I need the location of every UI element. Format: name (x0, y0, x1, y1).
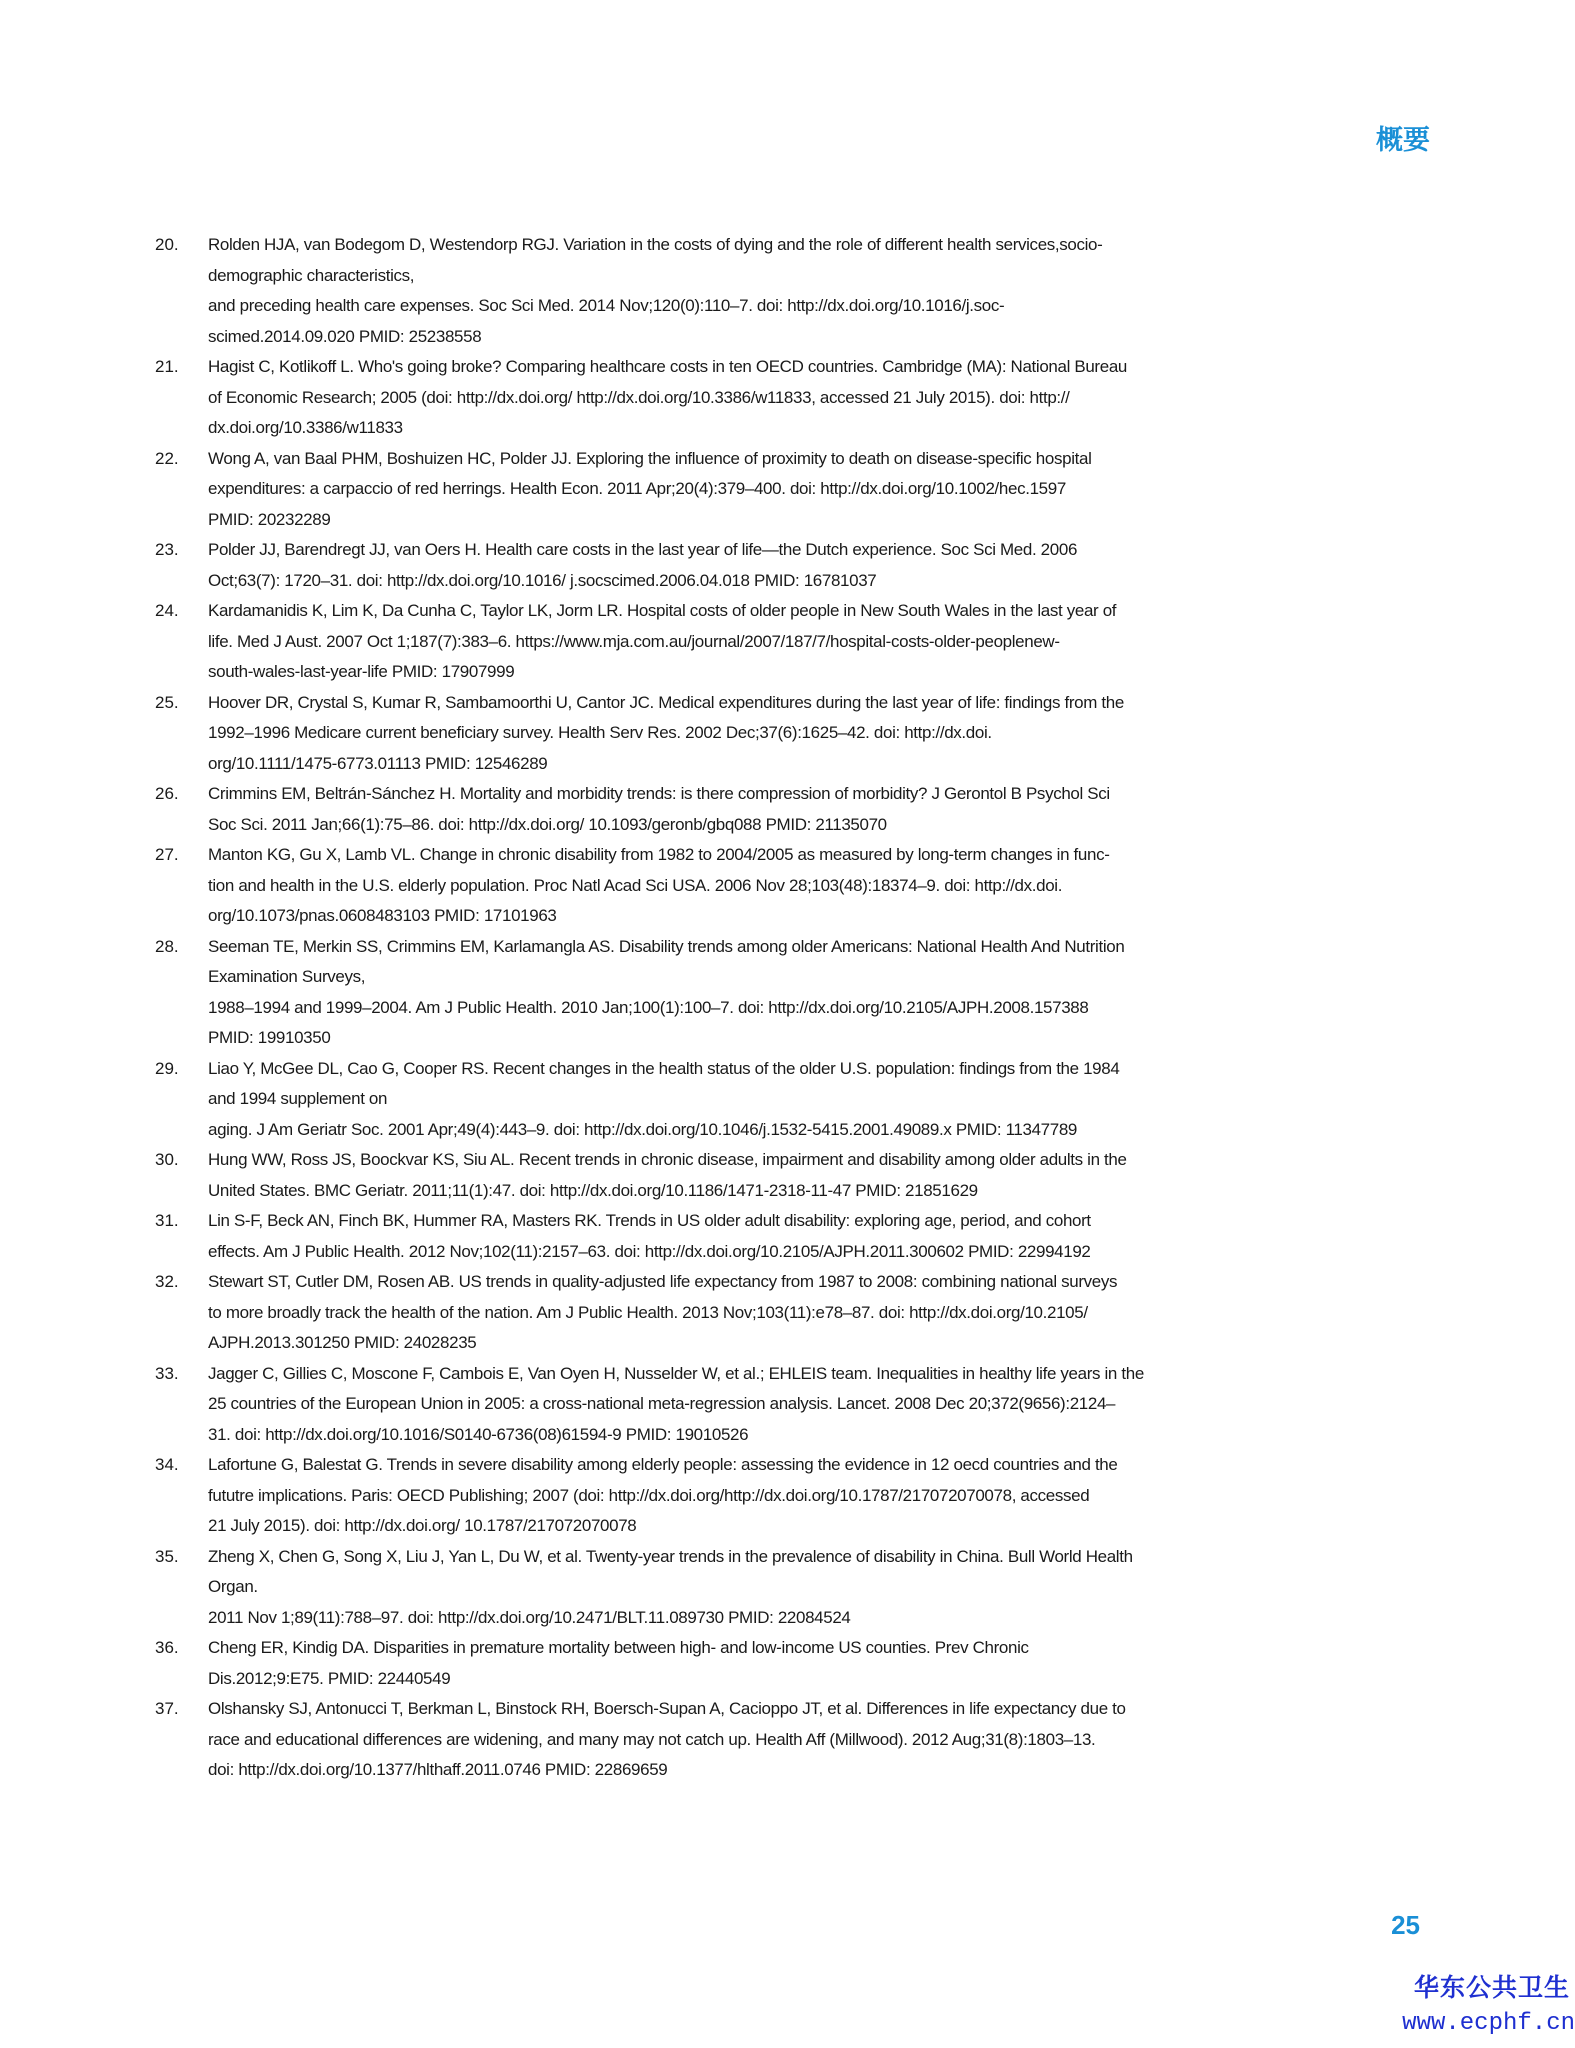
reference-line: Seeman TE, Merkin SS, Crimmins EM, Karlamangla AS. Disability trends among older Americans: National Health And Nutrition (208, 936, 1125, 956)
reference-item (155, 352, 1185, 444)
reference-text (208, 840, 1185, 932)
reference-line: 31. doi: http://dx.doi.org/10.1016/S0140-6736(08)61594-9 PMID: 19010526 (208, 1424, 749, 1444)
reference-item (155, 1145, 1185, 1206)
reference-line: life. Med J Aust. 2007 Oct 1;187(7):383–6. https://www.mja.com.au/journal/2007/187/7/hospital-costs-older-peoplenew- (208, 631, 1060, 651)
reference-text (208, 1633, 1185, 1694)
reference-line: 1988–1994 and 1999–2004. Am J Public Health. 2010 Jan;100(1):100–7. doi: http://dx.doi.org/10.2105/AJPH.2008.157388 (208, 997, 1089, 1017)
reference-line: Examination Surveys, (208, 967, 366, 986)
reference-line: race and educational differences are widening, and many may not catch up. Health Aff (Millwood). 2012 Aug;31(8):1803–13. (208, 1729, 1096, 1749)
reference-text (208, 352, 1185, 444)
reference-number: 37. (155, 1699, 179, 1718)
reference-line: aging. J Am Geriatr Soc. 2001 Apr;49(4):443–9. doi: http://dx.doi.org/10.1046/j.1532-5415.2001.49089.x PMID: 11347789 (208, 1119, 1078, 1139)
reference-line: doi: http://dx.doi.org/10.1377/hlthaff.2011.0746 PMID: 22869659 (208, 1760, 668, 1779)
reference-number: 29. (155, 1058, 179, 1078)
reference-item (155, 1450, 1185, 1542)
reference-line: AJPH.2013.301250 PMID: 24028235 (208, 1333, 477, 1352)
reference-text (208, 444, 1185, 536)
reference-line: Soc Sci. 2011 Jan;66(1):75–86. doi: http://dx.doi.org/ 10.1093/geronb/gbq088 PMID: 21135070 (208, 814, 887, 834)
reference-item (155, 1694, 1185, 1786)
reference-line: effects. Am J Public Health. 2012 Nov;102(11):2157–63. doi: http://dx.doi.org/10.2105/AJPH.2011.300602 PMID: 22994192 (208, 1241, 1091, 1261)
reference-number: 32. (155, 1272, 179, 1291)
reference-line: Rolden HJA, van Bodegom D, Westendorp RGJ. Variation in the costs of dying and the role of different health services,socio- (208, 235, 1103, 254)
reference-line: Lin S-F, Beck AN, Finch BK, Hummer RA, Masters RK. Trends in US older adult disability: exploring age, period, and cohort (208, 1211, 1091, 1230)
reference-line: of Economic Research; 2005 (doi: http://dx.doi.org/ http://dx.doi.org/10.3386/w11833, accessed 21 July 2015). doi: http:// (208, 387, 1070, 407)
reference-number: 31. (155, 1211, 179, 1230)
reference-line: and preceding health care expenses. Soc Sci Med. 2014 Nov;120(0):110–7. doi: http://dx.doi.org/10.1016/j.soc- (208, 296, 1005, 315)
reference-line: 2011 Nov 1;89(11):788–97. doi: http://dx.doi.org/10.2471/BLT.11.089730 PMID: 22084524 (208, 1607, 851, 1627)
reference-line: org/10.1111/1475-6773.01113 PMID: 12546289 (208, 753, 548, 773)
reference-line: Dis.2012;9:E75. PMID: 22440549 (208, 1668, 451, 1688)
reference-number: 23. (155, 540, 179, 559)
reference-text (208, 779, 1185, 840)
reference-number: 30. (155, 1150, 179, 1169)
reference-number: 22. (155, 448, 179, 468)
reference-text (208, 1542, 1185, 1634)
reference-line: Cheng ER, Kindig DA. Disparities in premature mortality between high- and low-income US counties. Prev Chronic (208, 1638, 1029, 1657)
reference-line: Manton KG, Gu X, Lamb VL. Change in chronic disability from 1982 to 2004/2005 as measured by long-term changes in func- (208, 845, 1110, 864)
reference-item (155, 932, 1185, 1054)
reference-line: Organ. (208, 1577, 258, 1596)
reference-line: 25 countries of the European Union in 2005: a cross-national meta-regression analysis. Lancet. 2008 Dec 20;372(9656):2124– (208, 1394, 1116, 1413)
reference-line: 21 July 2015). doi: http://dx.doi.org/ 10.1787/217072070078 (208, 1516, 637, 1535)
watermark-url: www.ecphf.cn (1402, 2010, 1575, 2037)
reference-number: 25. (155, 692, 179, 712)
reference-number: 33. (155, 1363, 179, 1383)
reference-item (155, 444, 1185, 536)
reference-item (155, 596, 1185, 688)
reference-text (208, 1267, 1185, 1359)
reference-line: Polder JJ, Barendregt JJ, van Oers H. Health care costs in the last year of life—the Dutch experience. Soc Sci Med. 2006 (208, 540, 1078, 559)
reference-line: PMID: 20232289 (208, 509, 331, 529)
reference-text (208, 1145, 1185, 1206)
reference-text (208, 1450, 1185, 1542)
reference-line: Wong A, van Baal PHM, Boshuizen HC, Polder JJ. Exploring the influence of proximity to death on disease-specific hospital (208, 448, 1092, 468)
reference-number: 35. (155, 1546, 179, 1566)
reference-number: 34. (155, 1455, 179, 1474)
reference-line: Oct;63(7): 1720–31. doi: http://dx.doi.org/10.1016/ j.socscimed.2006.04.018 PMID: 16781037 (208, 570, 877, 590)
reference-item (155, 230, 1185, 352)
reference-line: expenditures: a carpaccio of red herrings. Health Econ. 2011 Apr;20(4):379–400. doi: http://dx.doi.org/10.1002/hec.1597 (208, 479, 1066, 498)
reference-text (208, 230, 1185, 352)
reference-line: Jagger C, Gillies C, Moscone F, Cambois E, Van Oyen H, Nusselder W, et al.; EHLEIS team. Inequalities in healthy life years in the (208, 1363, 1144, 1383)
reference-line: Hagist C, Kotlikoff L. Who's going broke? Comparing healthcare costs in ten OECD countries. Cambridge (MA): National Bureau (208, 357, 1128, 376)
reference-text (208, 535, 1185, 596)
reference-item (155, 1633, 1185, 1694)
reference-number: 26. (155, 784, 179, 803)
reference-text (208, 1206, 1185, 1267)
reference-number: 36. (155, 1638, 179, 1657)
reference-number: 28. (155, 936, 179, 956)
reference-line: south-wales-last-year-life PMID: 17907999 (208, 662, 515, 681)
reference-line: United States. BMC Geriatr. 2011;11(1):47. doi: http://dx.doi.org/10.1186/1471-2318-11-47 PMID: 21851629 (208, 1180, 978, 1200)
reference-number: 27. (155, 845, 179, 864)
reference-number: 24. (155, 601, 179, 620)
page-number: 25 (1391, 1910, 1420, 1940)
reference-item (155, 535, 1185, 596)
reference-line: Zheng X, Chen G, Song X, Liu J, Yan L, Du W, et al. Twenty-year trends in the prevalence of disability in China. Bull World Health (208, 1546, 1133, 1566)
reference-line: Hung WW, Ross JS, Boockvar KS, Siu AL. Recent trends in chronic disease, impairment and disability among older adults in the (208, 1150, 1127, 1169)
reference-line: fututre implications. Paris: OECD Publishing; 2007 (doi: http://dx.doi.org/http://dx.doi.org/10.1787/217072070078, accessed (208, 1485, 1090, 1505)
reference-line: tion and health in the U.S. elderly population. Proc Natl Acad Sci USA. 2006 Nov 28;103(48):18374–9. doi: http://dx.doi. (208, 875, 1063, 895)
section-title: 概要 (1376, 125, 1430, 156)
reference-number: 21. (155, 357, 179, 376)
reference-line: dx.doi.org/10.3386/w11833 (208, 418, 403, 437)
reference-line: PMID: 19910350 (208, 1028, 331, 1047)
reference-text (208, 1694, 1185, 1786)
reference-line: org/10.1073/pnas.0608483103 PMID: 17101963 (208, 906, 557, 925)
watermark-text: 华东公共卫生 (1413, 1973, 1570, 2002)
reference-item (155, 840, 1185, 932)
reference-line: and 1994 supplement on (208, 1089, 388, 1108)
reference-line: demographic characteristics, (208, 265, 415, 285)
reference-line: Crimmins EM, Beltrán-Sánchez H. Mortality and morbidity trends: is there compression of morbidity? J Gerontol B Psychol Sci (208, 784, 1110, 803)
reference-text (208, 688, 1185, 780)
reference-item (155, 1542, 1185, 1634)
reference-line: Olshansky SJ, Antonucci T, Berkman L, Binstock RH, Boersch-Supan A, Cacioppo JT, et al. Differences in life expectancy due to (208, 1699, 1126, 1718)
reference-item (155, 1267, 1185, 1359)
reference-text (208, 1359, 1185, 1451)
reference-item (155, 1359, 1185, 1451)
reference-item (155, 1206, 1185, 1267)
reference-number: 20. (155, 235, 179, 254)
reference-item (155, 688, 1185, 780)
reference-line: Hoover DR, Crystal S, Kumar R, Sambamoorthi U, Cantor JC. Medical expenditures during the last year of life: findings from the (208, 692, 1124, 712)
reference-line: Stewart ST, Cutler DM, Rosen AB. US trends in quality-adjusted life expectancy from 1987 to 2008: combining national surveys (208, 1272, 1118, 1291)
reference-text (208, 932, 1185, 1054)
reference-line: Lafortune G, Balestat G. Trends in severe disability among elderly people: assessing the evidence in 12 oecd countries and the (208, 1455, 1118, 1474)
reference-line: scimed.2014.09.020 PMID: 25238558 (208, 326, 482, 346)
reference-line: Kardamanidis K, Lim K, Da Cunha C, Taylor LK, Jorm LR. Hospital costs of older people in New South Wales in the last year of (208, 601, 1117, 620)
reference-text (208, 596, 1185, 688)
reference-item (155, 779, 1185, 840)
reference-line: Liao Y, McGee DL, Cao G, Cooper RS. Recent changes in the health status of the older U.S. population: findings from the 1984 (208, 1058, 1120, 1078)
reference-line: to more broadly track the health of the nation. Am J Public Health. 2013 Nov;103(11):e78–87. doi: http://dx.doi.org/10.2105/ (208, 1302, 1088, 1322)
reference-line: 1992–1996 Medicare current beneficiary survey. Health Serv Res. 2002 Dec;37(6):1625–42. doi: http://dx.doi. (208, 723, 992, 742)
reference-list (155, 230, 1185, 1786)
reference-item (155, 1054, 1185, 1146)
reference-text (208, 1054, 1185, 1146)
